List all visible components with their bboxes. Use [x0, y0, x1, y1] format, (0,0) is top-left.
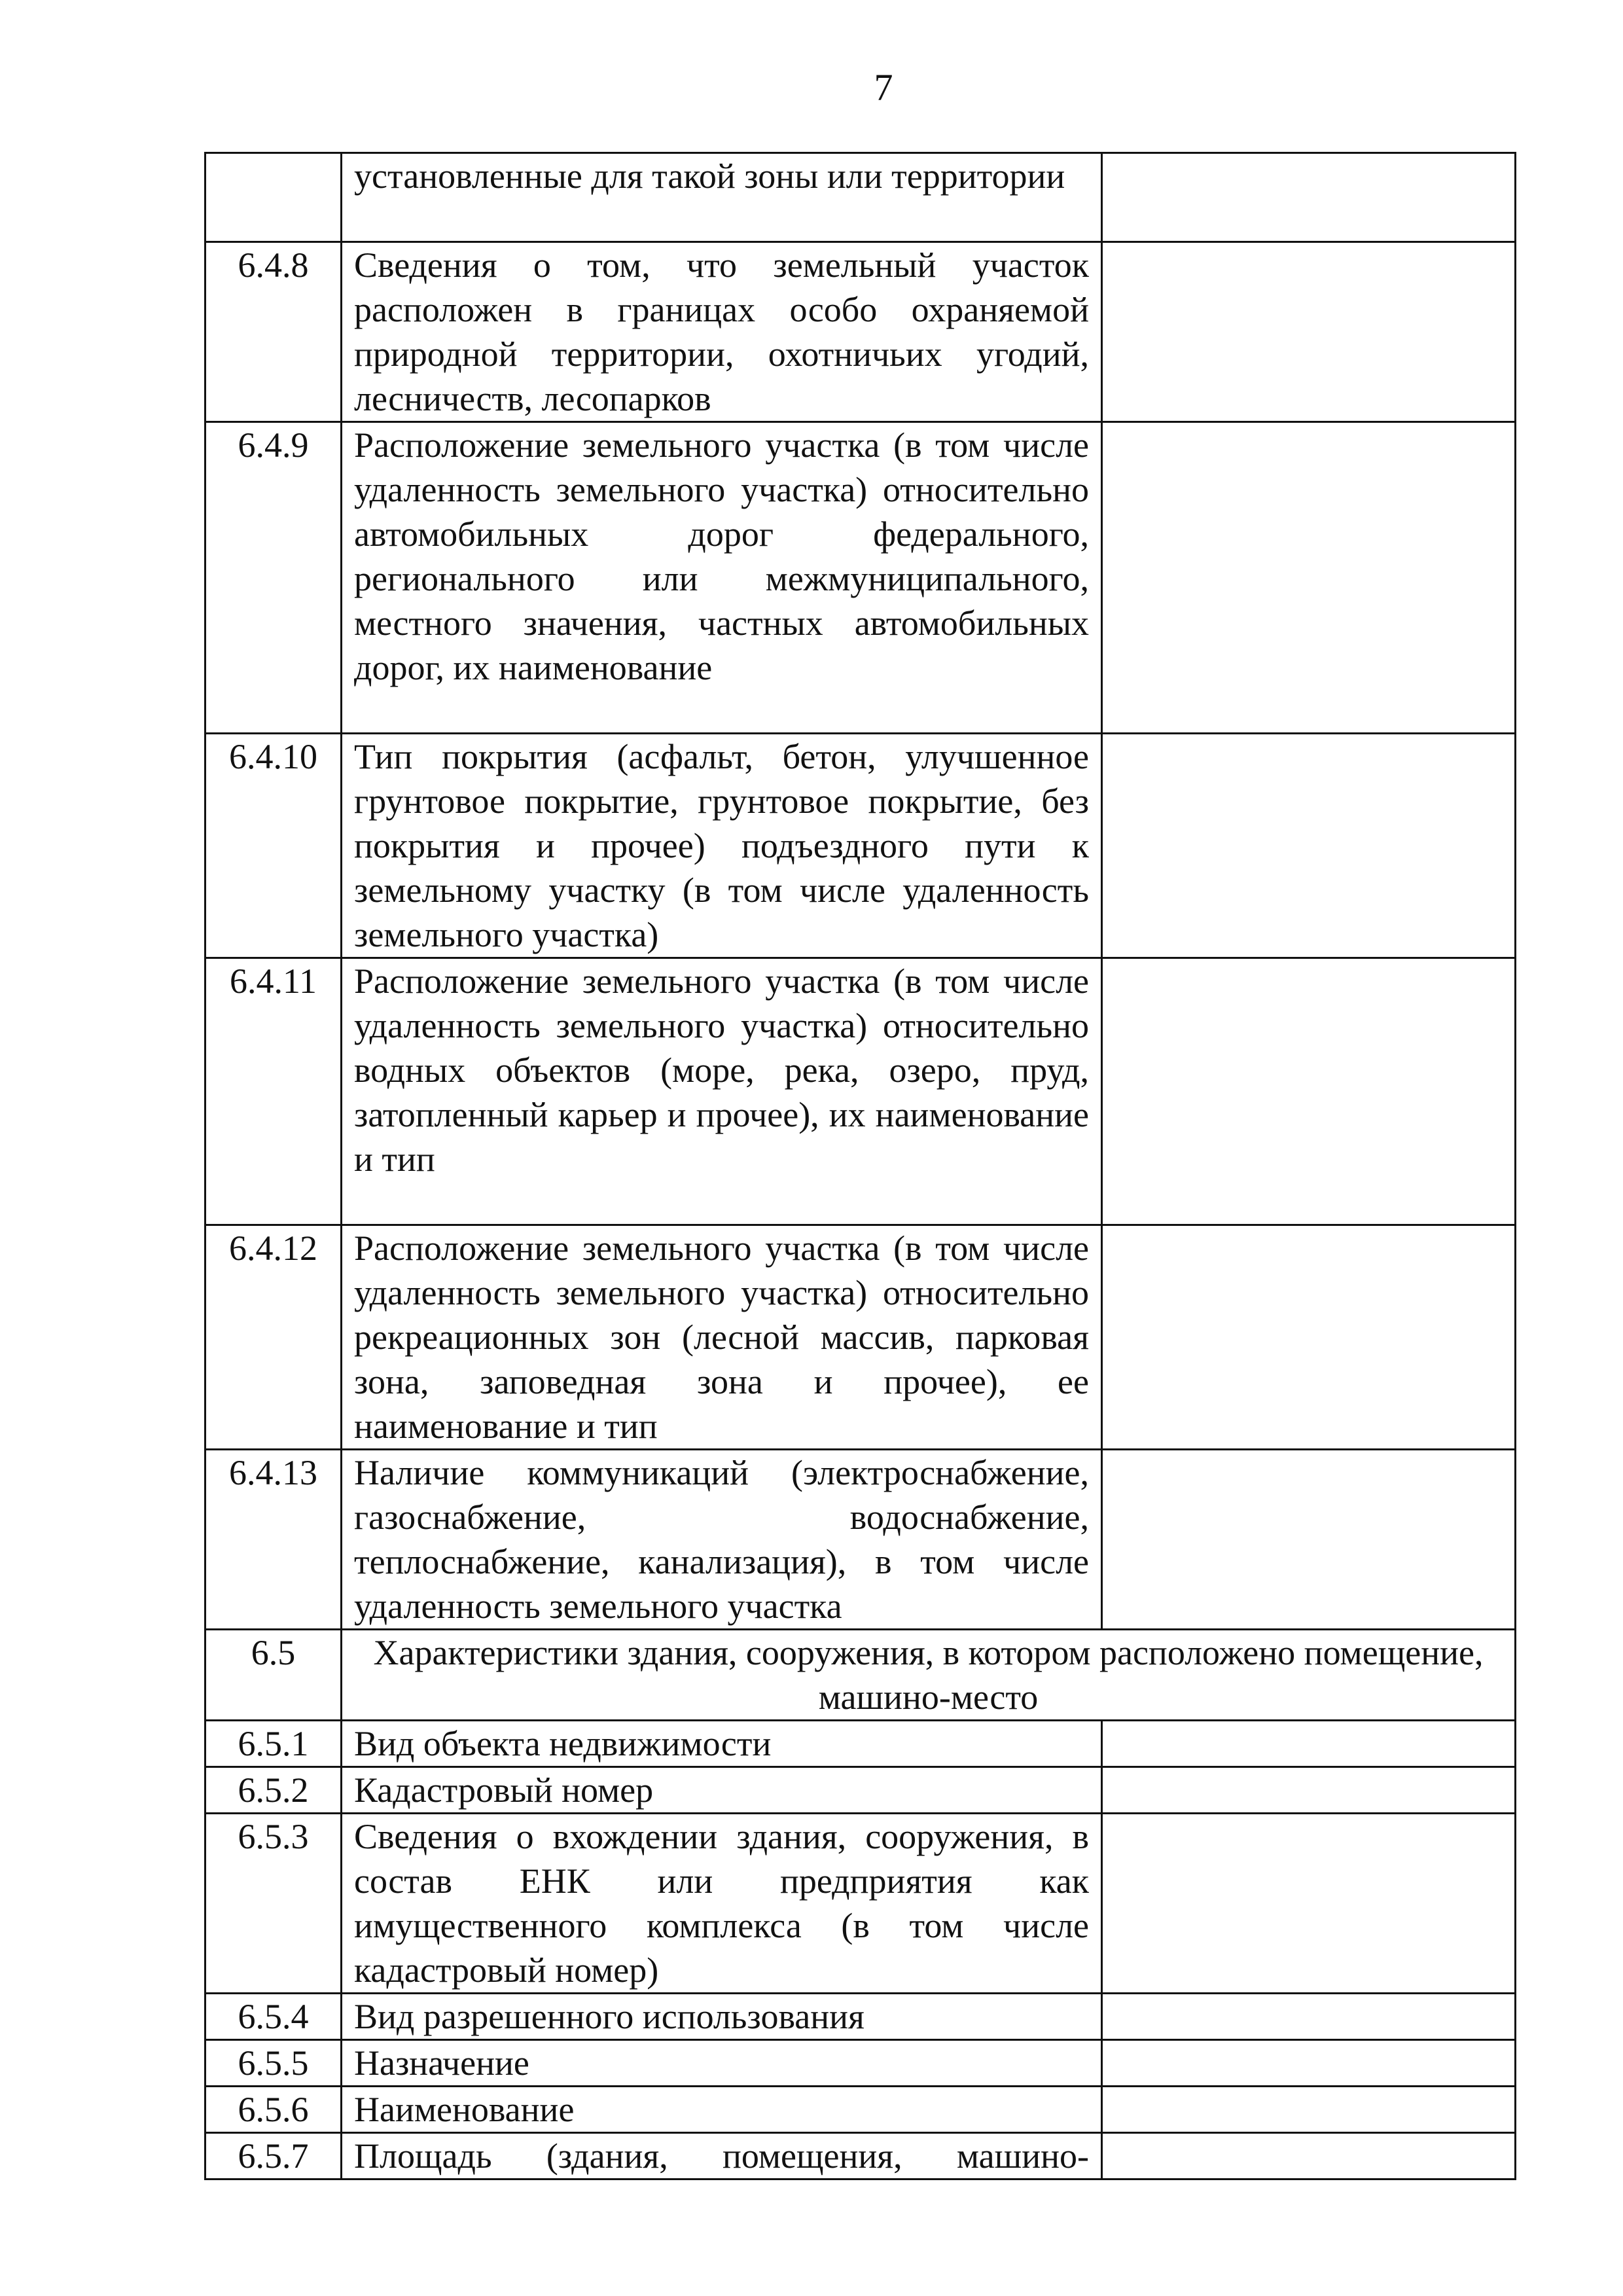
row-number: 6.5.7: [205, 2133, 342, 2179]
row-number: 6.5.3: [205, 1814, 342, 1994]
row-value: [1102, 422, 1516, 734]
table-row: [205, 242, 1516, 422]
row-description: Тип покрытия (асфальт, бетон, улучшенное грунтовое покрытие, грунтовое покрытие, без покрытия и прочее) подъездного пути к земельному участку (в том числе удаленность земельного участка): [342, 734, 1102, 958]
row-description: Наличие коммуникаций (электроснабжение, газоснабжение, водоснабжение, теплоснабжение, канализация), в том числе удаленность земельного участка: [342, 1450, 1102, 1630]
table-row: [205, 2087, 1516, 2133]
row-value: [1102, 242, 1516, 422]
table-row: [205, 1450, 1516, 1630]
row-number: 6.4.12: [205, 1225, 342, 1450]
row-description: Расположение земельного участка (в том числе удаленность земельного участка) относительно автомобильных дорог федерального, регионального или межмуниципального, местного значения, частных автомобильных дорог, их наименование: [342, 422, 1102, 734]
row-number: 6.4.11: [205, 958, 342, 1225]
table-row: [205, 734, 1516, 958]
table-row: [205, 153, 1516, 242]
row-value: [1102, 1994, 1516, 2040]
row-value: [1102, 2133, 1516, 2179]
section-heading-row: [205, 1630, 1516, 1721]
row-number: 6.4.8: [205, 242, 342, 422]
row-description: Сведения о вхождении здания, сооружения, в состав ЕНК или предприятия как имущественного комплекса (в том числе кадастровый номер): [342, 1814, 1102, 1994]
table-row: [205, 422, 1516, 734]
row-description: Вид объекта недвижимости: [342, 1721, 1102, 1767]
row-description: Кадастровый номер: [342, 1767, 1102, 1814]
row-number: 6.4.10: [205, 734, 342, 958]
row-number: 6.5.6: [205, 2087, 342, 2133]
row-value: [1102, 958, 1516, 1225]
page-number: 7: [874, 66, 893, 109]
row-number: 6.5.2: [205, 1767, 342, 1814]
row-number: 6.5.1: [205, 1721, 342, 1767]
row-number: 6.4.13: [205, 1450, 342, 1630]
table-row: [205, 1767, 1516, 1814]
row-value: [1102, 1721, 1516, 1767]
row-description: Наименование: [342, 2087, 1102, 2133]
section-number: 6.5: [205, 1630, 342, 1721]
row-value: [1102, 1767, 1516, 1814]
row-description: Вид разрешенного использования: [342, 1994, 1102, 2040]
row-description: Расположение земельного участка (в том числе удаленность земельного участка) относительно рекреационных зон (лесной массив, парковая зона, заповедная зона и прочее), ее наименование и тип: [342, 1225, 1102, 1450]
row-number: [205, 153, 342, 242]
table-row: [205, 1994, 1516, 2040]
row-value: [1102, 734, 1516, 958]
row-value: [1102, 1814, 1516, 1994]
row-value: [1102, 1225, 1516, 1450]
characteristics-table: [204, 152, 1516, 2180]
row-description: Площадь (здания, помещения, машино-: [342, 2133, 1102, 2179]
section-heading: Характеристики здания, сооружения, в котором расположено помещение, машино-место: [342, 1630, 1516, 1721]
row-value: [1102, 2040, 1516, 2087]
table-row: [205, 2133, 1516, 2179]
row-number: 6.5.4: [205, 1994, 342, 2040]
row-number: 6.4.9: [205, 422, 342, 734]
row-description: установленные для такой зоны или территории: [342, 153, 1102, 242]
table-row: [205, 1225, 1516, 1450]
row-description: Назначение: [342, 2040, 1102, 2087]
row-description: Сведения о том, что земельный участок расположен в границах особо охраняемой природной территории, охотничьих угодий, лесничеств, лесопарков: [342, 242, 1102, 422]
table-row: [205, 958, 1516, 1225]
table-row: [205, 1814, 1516, 1994]
table-row: [205, 1721, 1516, 1767]
table-row: [205, 2040, 1516, 2087]
row-value: [1102, 2087, 1516, 2133]
row-description: Расположение земельного участка (в том числе удаленность земельного участка) относительно водных объектов (море, река, озеро, пруд, затопленный карьер и прочее), их наименование и тип: [342, 958, 1102, 1225]
row-number: 6.5.5: [205, 2040, 342, 2087]
row-value: [1102, 153, 1516, 242]
row-value: [1102, 1450, 1516, 1630]
